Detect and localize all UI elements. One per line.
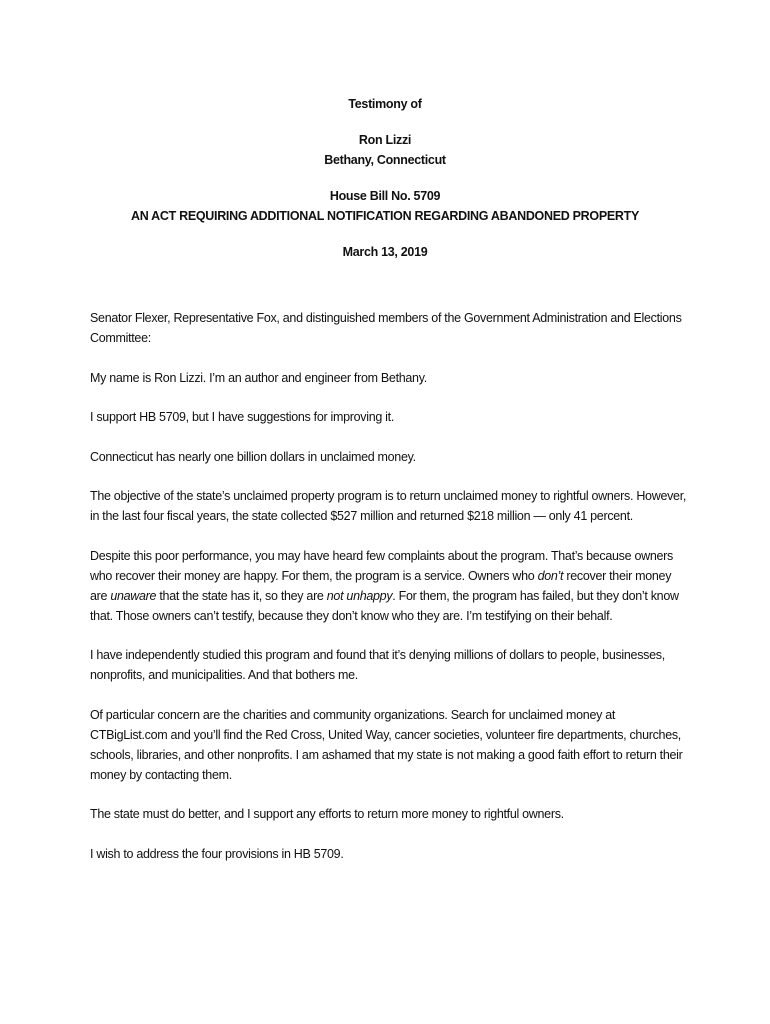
emphasis-text: unaware: [110, 588, 157, 603]
author-name: Ron Lizzi: [358, 133, 412, 147]
author-location: Bethany, Connecticut: [324, 153, 446, 167]
introduction-paragraph: My name is Ron Lizzi. I’m an author and engineer from Bethany.: [90, 370, 427, 385]
salutation-paragraph: Senator Flexer, Representative Fox, and distinguished members of the Government Administration and Elections Committee:: [90, 311, 682, 345]
document-title: Testimony of: [348, 97, 422, 111]
performance-text: Despite this poor performance, you may have heard few complaints about the program. That’s because owners who recover their money are happy. For them, the program is a service. Owners who: [90, 548, 673, 583]
study-paragraph: I have independently studied this program and found that it’s denying millions of dollars to people, businesses, nonprofits, and municipalities. And that bothers me.: [90, 648, 665, 682]
state-must-do-better-paragraph: The state must do better, and I support any efforts to return more money to rightful owners.: [90, 807, 564, 821]
unclaimed-money-paragraph: Connecticut has nearly one billion dollars in unclaimed money.: [90, 449, 416, 464]
header-spacer: [0, 226, 770, 242]
document-header: [0, 94, 770, 262]
provisions-paragraph: I wish to address the four provisions in HB 5709.: [90, 846, 344, 861]
header-spacer: [0, 114, 770, 130]
testimony-date: March 13, 2019: [342, 245, 428, 259]
charities-paragraph: Of particular concern are the charities and community organizations. Search for unclaimed money at CTBigList.com and you’ll find the Red Cross, United Way, cancer societies, volunteer fire departments, churches, schools, libraries, and other nonprofits. I am ashamed that my state is not making a good faith effort to return their money by contacting them.: [90, 707, 683, 782]
performance-text: . For them, the program has failed, but they don’t know that. Those owners can’t testify, because they don’t know who they are. I’m testifying on their behalf.: [90, 588, 679, 623]
bill-number: House Bill No. 5709: [329, 189, 441, 203]
support-paragraph: I support HB 5709, but I have suggestions for improving it.: [90, 410, 395, 424]
performance-paragraph: [90, 546, 690, 626]
performance-text: that the state has it, so they are: [156, 588, 327, 603]
bill-title: AN ACT REQUIRING ADDITIONAL NOTIFICATION REGARDING ABANDONED PROPERTY: [130, 209, 639, 223]
program-objective-paragraph: The objective of the state’s unclaimed property program is to return unclaimed money to rightful owners. However, in the last four fiscal years, the state collected $527 million and returned $218 million — only 41 percent.: [90, 489, 687, 523]
emphasis-text: don’t: [537, 568, 564, 583]
performance-text: recover their money are: [90, 568, 672, 603]
emphasis-text: not unhappy: [326, 588, 393, 603]
header-spacer: [0, 170, 770, 186]
document-body: [90, 308, 690, 883]
